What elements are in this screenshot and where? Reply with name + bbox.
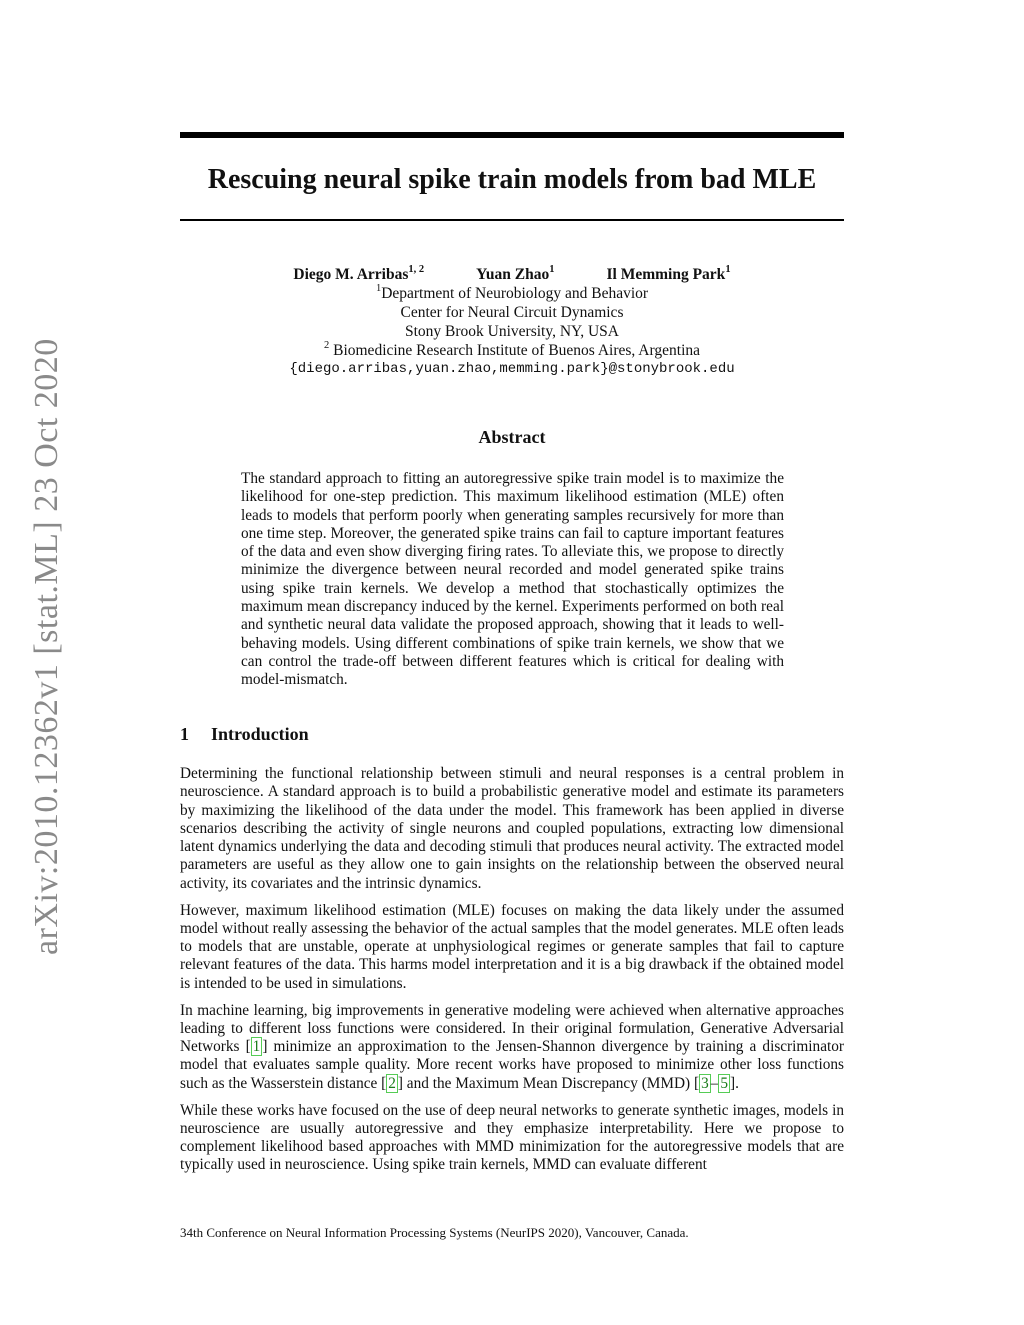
author-affiliation-mark: 1 xyxy=(549,263,555,275)
arxiv-identifier: arXiv:2010.12362v1 [stat.ML] 23 Oct 2020 xyxy=(28,338,65,955)
title-rule-bottom xyxy=(180,219,844,221)
author-name: Diego M. Arribas xyxy=(293,266,409,283)
author-affiliation-mark: 1, 2 xyxy=(408,263,425,275)
affiliation-text: Biomedicine Research Institute of Buenos Aires, Argentina xyxy=(329,342,701,359)
author-block xyxy=(180,265,844,379)
citation-link[interactable]: 3 xyxy=(701,1074,709,1092)
affiliation-mark: 1 xyxy=(375,282,382,294)
author-name: Il Memming Park xyxy=(606,266,726,283)
affiliation-line xyxy=(180,284,844,303)
title-rule-top xyxy=(180,132,844,138)
paragraph: While these works have focused on the use of deep neural networks to generate synthetic images, models in neuroscience are usually autoregressive and they emphasize interpretability. Here we propose to complement likelihood based approaches with MMD minimization for the autoregressive models that are typically used in neuroscience. Using spike train kernels, MMD can evaluate different xyxy=(180,1101,844,1174)
paragraph-text: – xyxy=(710,1074,719,1092)
abstract-text: The standard approach to fitting an autoregressive spike train model is to maximize the likelihood for one-step prediction. This maximum likelihood estimation (MLE) often leads to models that perform poorly when generating samples recursively for more than one time step. Moreover, the generated spike trains can fail to capture important features of the data and even show diverging firing rates. To alleviate this, we propose to directly minimize the divergence between neural recorded and model generated spike trains using spike train kernels. We develop a method that stochastically optimizes the maximum mean discrepancy induced by the kernel. Experiments performed on both real and synthetic neural data validate the proposed approach, showing that it leads to well-behaving models. Using different combinations of spike train kernels, we show that we can control the trade-off between different features which is critical for dealing with model-mismatch. xyxy=(241,470,784,689)
paragraph xyxy=(180,1002,844,1093)
paper-title: Rescuing neural spike train models from bad MLE xyxy=(207,164,817,195)
citation-link[interactable]: 2 xyxy=(388,1074,396,1092)
affiliation-line: Stony Brook University, NY, USA xyxy=(404,323,619,340)
paragraph: Determining the functional relationship between stimuli and neural responses is a central problem in neuroscience. A standard approach is to build a probabilistic generative model and estimate its parameters by maximizing the likelihood of the data under the model. This framework has been applied in diverse scenarios describing the activity of single neurons and coupled populations, extracting low dimensional latent dynamics underlying the data and decoding stimuli that produces neural activity. The extracted model parameters are useful as they allow one to gain insights on the relationship between the observed neural activity, its covariates and the intrinsic dynamics. xyxy=(180,765,844,892)
affiliation-text: Department of Neurobiology and Behavior xyxy=(381,285,649,302)
abstract-heading: Abstract xyxy=(478,427,546,447)
author-affiliation-mark: 1 xyxy=(725,263,731,275)
section-title: Introduction xyxy=(211,724,309,744)
introduction-body xyxy=(180,765,844,1183)
conference-footnote: 34th Conference on Neural Information Processing Systems (NeurIPS 2020), Vancouver, Canada. xyxy=(180,1225,689,1240)
affiliation-line: Center for Neural Circuit Dynamics xyxy=(400,304,624,321)
paragraph-text: ]. xyxy=(730,1074,739,1092)
paragraph-text: ] minimize an approximation to the Jensen-Shannon divergence by training a discriminator model that evaluates sample quality. More recent works have proposed to minimize other loss functions such as the Wasserstein distance [ xyxy=(180,1038,844,1092)
citation-link[interactable]: 1 xyxy=(252,1038,261,1056)
section-number: 1 xyxy=(180,724,189,744)
paragraph-text: ] and the Maximum Mean Discrepancy (MMD) [ xyxy=(397,1074,700,1092)
section-heading xyxy=(180,724,844,745)
paragraph: However, maximum likelihood estimation (MLE) focuses on making the data likely under the assumed model without really assessing the behavior of the actual samples that the model generates. MLE often leads to models that are unstable, operate at unphysiological regimes or generate samples that fail to capture relevant features of the data. This harms model interpretation and it is a big drawback if the obtained model is intended to be used in simulations. xyxy=(180,901,844,992)
affiliation-mark: 2 xyxy=(323,339,330,351)
citation-link[interactable]: 5 xyxy=(720,1074,729,1092)
author-names xyxy=(180,265,844,284)
affiliation-line xyxy=(180,341,844,360)
author-name: Yuan Zhao xyxy=(476,266,550,283)
author-emails: {diego.arribas,yuan.zhao,memming.park}@stonybrook.edu xyxy=(289,361,735,377)
paragraph-text: In machine learning, big improvements in generative modeling were achieved when alternative approaches leading to different loss functions were considered. In their original formulation, Generative Adversarial Networks [ xyxy=(180,1001,844,1056)
